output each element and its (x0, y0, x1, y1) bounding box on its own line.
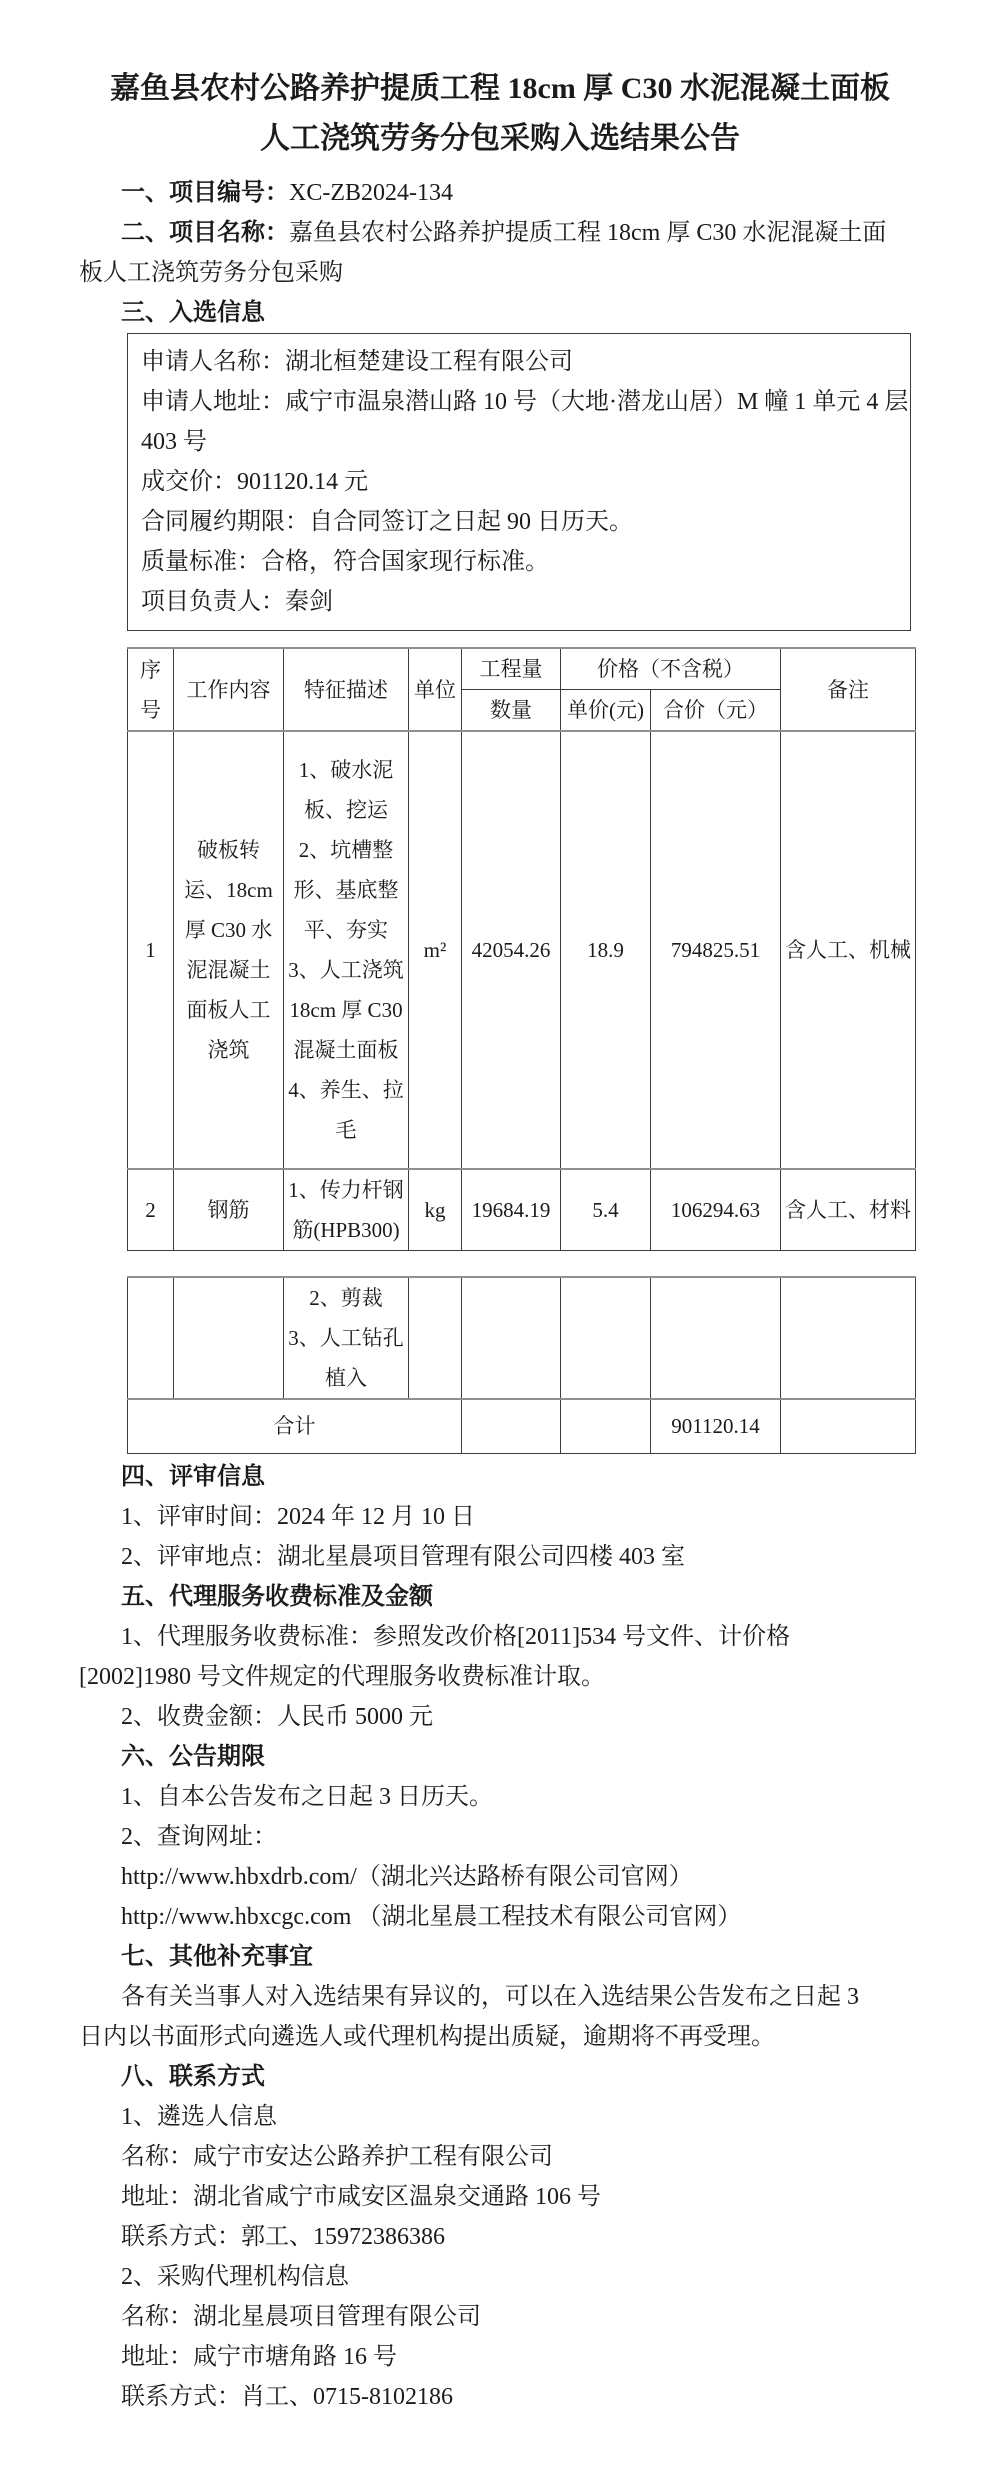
document-body (79, 173, 912, 2417)
row1-cell-work: 破板转运、18cm 厚 C30 水泥混凝土面板人工浇筑 (174, 731, 284, 1169)
result-table (127, 647, 916, 1251)
project-name-value-line1: 嘉鱼县农村公路养护提质工程 18cm 厚 C30 水泥混凝土面 (289, 220, 887, 246)
cont-cell-feature (284, 1277, 409, 1399)
project-manager-line: 项目负责人：秦剑 (141, 589, 333, 615)
cont-feature-item: 2、剪裁 (309, 1286, 383, 1310)
table-row-1 (128, 731, 916, 1169)
row1-feature-item: 2、坑槽整形、基底整平、夯实 (293, 838, 399, 942)
table-row-2 (128, 1169, 916, 1251)
header-cell-work: 工作内容 (174, 648, 284, 731)
query-url-label-paragraph: 2、查询网址： (121, 1823, 277, 1850)
row2-cell-quantity: 19684.19 (462, 1169, 561, 1251)
cont-cell-remark (781, 1277, 916, 1399)
project-number-label: 一、项目编号： (121, 180, 289, 206)
project-name-label: 二、项目名称： (121, 220, 289, 246)
section-heading-period: 六、公告期限 (121, 1743, 265, 1770)
total-unit-price-cell (561, 1399, 651, 1453)
applicant-name-line: 申请人名称：湖北桓楚建设工程有限公司 (141, 349, 573, 375)
row2-cell-work: 钢筋 (174, 1169, 284, 1251)
row1-cell-total-price: 794825.51 (651, 731, 781, 1169)
project-number-value: XC-ZB2024-134 (289, 180, 453, 206)
cont-cell-unit (409, 1277, 462, 1399)
row2-cell-unit: kg (409, 1169, 462, 1251)
header-cell-remark: 备注 (781, 648, 916, 731)
header-cell-unit: 单位 (409, 648, 462, 731)
objection-paragraph-line2: 日内以书面形式向遴选人或代理机构提出质疑，逾期将不再受理。 (79, 2023, 775, 2050)
deal-price-line: 成交价：901120.14 元 (141, 469, 369, 495)
query-url-2-paragraph: http://www.hbxcgc.com （湖北星晨工程技术有限公司官网） (121, 1903, 742, 1930)
project-name-paragraph-line1 (79, 213, 912, 253)
review-place-paragraph: 2、评审地点：湖北星晨项目管理有限公司四楼 403 室 (121, 1543, 685, 1570)
section-heading-other: 七、其他补充事宜 (121, 1943, 313, 1970)
header-cell-quantity-group: 工程量 (462, 648, 561, 690)
row2-cell-total-price: 106294.63 (651, 1169, 781, 1251)
section-heading-review: 四、评审信息 (121, 1463, 265, 1490)
query-url-1-paragraph: http://www.hbxdrb.com/（湖北兴达路桥有限公司官网） (121, 1863, 693, 1890)
project-name-paragraph-line2: 板人工浇筑劳务分包采购 (79, 260, 343, 286)
footer-sections (79, 1457, 912, 2417)
total-remark-cell (781, 1399, 916, 1453)
total-price-cell: 901120.14 (651, 1399, 781, 1453)
row2-cell-seq: 2 (128, 1169, 174, 1251)
period-days-paragraph: 1、自本公告发布之日起 3 日历天。 (121, 1783, 493, 1810)
table-header-row-1 (128, 648, 916, 690)
row1-feature-item: 1、破水泥板、挖运 (298, 758, 394, 822)
row1-feature-item: 3、人工浇筑 18cm 厚 C30 混凝土面板 (288, 958, 404, 1062)
row2-feature-item: 1、传力杆钢筋(HPB300) (288, 1178, 404, 1242)
table-row-2-continued (128, 1277, 916, 1399)
cont-cell-quantity (462, 1277, 561, 1399)
selector-address-paragraph: 地址：湖北省咸宁市咸安区温泉交通路 106 号 (121, 2183, 601, 2210)
agency-address-paragraph: 地址：咸宁市塘角路 16 号 (121, 2343, 397, 2370)
review-time-paragraph: 1、评审时间：2024 年 12 月 10 日 (121, 1503, 475, 1530)
agency-fee-amount-paragraph: 2、收费金额：人民币 5000 元 (121, 1703, 433, 1730)
section-heading-agency-fee: 五、代理服务收费标准及金额 (121, 1583, 433, 1610)
selector-name-paragraph: 名称：咸宁市安达公路养护工程有限公司 (121, 2143, 553, 2170)
total-label-cell: 合计 (128, 1399, 462, 1453)
contract-term-line: 合同履约期限：自合同签订之日起 90 日历天。 (141, 509, 633, 535)
page-title-line2: 人工浇筑劳务分包采购入选结果公告 (260, 122, 740, 155)
header-cell-quantity: 数量 (462, 690, 561, 732)
cont-cell-seq (128, 1277, 174, 1399)
project-number-paragraph (79, 173, 912, 213)
section-heading-selection-info: 三、入选信息 (121, 300, 265, 326)
row1-cell-unit-price: 18.9 (561, 731, 651, 1169)
row1-cell-quantity: 42054.26 (462, 731, 561, 1169)
total-quantity-cell (462, 1399, 561, 1453)
header-cell-seq: 序号 (128, 648, 174, 731)
agency-info-heading: 2、采购代理机构信息 (121, 2263, 349, 2290)
header-cell-total-price: 合价（元） (651, 690, 781, 732)
table-total-row (128, 1399, 916, 1453)
result-table-continued (127, 1276, 916, 1454)
agency-contact-paragraph: 联系方式：肖工、0715-8102186 (121, 2383, 453, 2410)
page-title-line1: 嘉鱼县农村公路养护提质工程 18cm 厚 C30 水泥混凝土面板 (110, 72, 890, 105)
header-cell-price-group: 价格（不含税） (561, 648, 781, 690)
row1-cell-unit: m² (409, 731, 462, 1169)
agency-fee-standard-line2: [2002]1980 号文件规定的代理服务收费标准计取。 (79, 1663, 605, 1690)
selection-info-box (127, 333, 911, 631)
cont-feature-item: 3、人工钻孔植入 (288, 1326, 404, 1390)
section-heading-contact: 八、联系方式 (121, 2063, 265, 2090)
page-title (0, 0, 1000, 164)
agency-fee-standard-line1: 1、代理服务收费标准：参照发改价格[2011]534 号文件、计价格 (121, 1623, 791, 1650)
row1-cell-feature (284, 731, 409, 1169)
intro-section (79, 173, 912, 333)
row1-cell-remark: 含人工、机械 (781, 731, 916, 1169)
row1-cell-seq: 1 (128, 731, 174, 1169)
header-cell-feature: 特征描述 (284, 648, 409, 731)
row2-cell-feature (284, 1169, 409, 1251)
selector-info-heading: 1、遴选人信息 (121, 2103, 277, 2130)
objection-paragraph-line1: 各有关当事人对入选结果有异议的，可以在入选结果公告发布之日起 3 (121, 1983, 859, 2010)
applicant-address-line1: 申请人地址：咸宁市温泉潜山路 10 号（大地·潜龙山居）M 幢 1 单元 4 层 (141, 389, 909, 415)
agency-name-paragraph: 名称：湖北星晨项目管理有限公司 (121, 2303, 481, 2330)
header-cell-unit-price: 单价(元) (561, 690, 651, 732)
row1-feature-item: 4、养生、拉毛 (288, 1078, 404, 1142)
cont-cell-unit-price (561, 1277, 651, 1399)
row2-cell-remark: 含人工、材料 (781, 1169, 916, 1251)
applicant-address-line2: 403 号 (141, 429, 207, 455)
row2-cell-unit-price: 5.4 (561, 1169, 651, 1251)
cont-cell-total-price (651, 1277, 781, 1399)
cont-cell-work (174, 1277, 284, 1399)
quality-standard-line: 质量标准：合格，符合国家现行标准。 (141, 549, 549, 575)
selector-contact-paragraph: 联系方式：郭工、15972386386 (121, 2223, 445, 2250)
